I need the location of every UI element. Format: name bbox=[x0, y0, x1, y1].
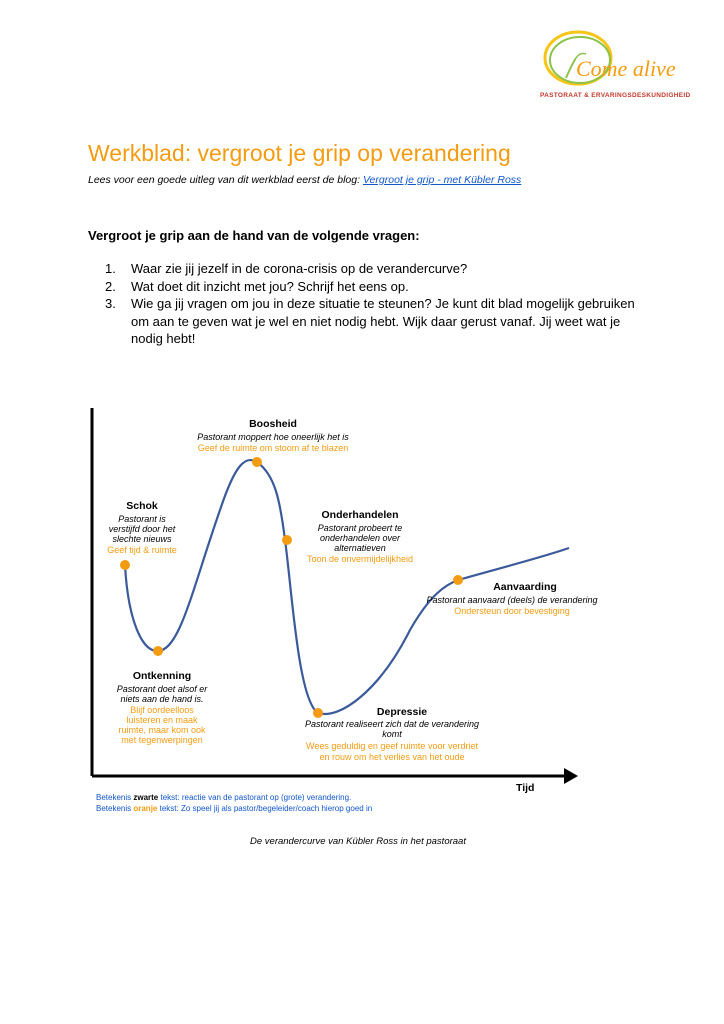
stage-reaction: Pastorant realiseert zich dat de verandering bbox=[304, 719, 480, 729]
stage-point-boosheid bbox=[252, 457, 262, 467]
stage-reaction: Pastorant moppert hoe oneerlijk het is bbox=[197, 432, 349, 442]
stage-title: Ontkenning bbox=[132, 670, 192, 682]
stage-advice: met tegenwerpingen bbox=[121, 735, 203, 745]
stage-boosheid bbox=[197, 418, 349, 453]
come-alive-logo bbox=[536, 28, 696, 104]
x-axis-label: Tijd bbox=[516, 782, 535, 794]
question-text: Wat doet dit inzicht met jou? Schrijf het eens op. bbox=[131, 278, 409, 294]
stage-reaction: slechte nieuws bbox=[112, 534, 172, 544]
stage-title: Onderhandelen bbox=[321, 509, 399, 521]
question-item bbox=[105, 260, 645, 278]
stage-reaction: Pastorant aanvaard (deels) de verandering bbox=[426, 595, 598, 605]
stage-ontkenning bbox=[117, 670, 209, 745]
stage-reaction: Pastorant probeert te bbox=[317, 523, 403, 533]
stage-reaction: Pastorant doet alsof er bbox=[116, 684, 208, 694]
stage-reaction: Pastorant is bbox=[118, 514, 166, 524]
legend-keyword-orange: oranje bbox=[133, 804, 158, 813]
stage-advice: Geef tijd & ruimte bbox=[107, 545, 177, 555]
question-item bbox=[105, 295, 645, 348]
stage-aanvaarding bbox=[426, 581, 597, 616]
logo-graphic bbox=[536, 28, 696, 94]
legend-suffix: tekst: Zo speel jij als pastor/begeleider/coach hierop goed in bbox=[157, 804, 373, 813]
legend-suffix: tekst: reactie van de pastorant op (grote) verandering. bbox=[158, 793, 352, 802]
stage-advice: luisteren en maak bbox=[126, 715, 198, 725]
page-title: Werkblad: vergroot je grip op verandering bbox=[88, 140, 511, 166]
stage-advice: Blijf oordeelloos bbox=[130, 705, 194, 715]
stage-advice: Toon de onvermijdelijkheid bbox=[306, 554, 414, 564]
stage-advice: Geef de ruimte om stoom af te blazen bbox=[197, 443, 349, 453]
stage-advice: Ondersteun door bevestiging bbox=[454, 606, 570, 616]
intro-prefix: Lees voor een goede uitleg van dit werkblad eerst de blog: bbox=[88, 174, 363, 186]
question-number: 2. bbox=[105, 278, 116, 294]
question-text: Waar zie jij jezelf in de corona-crisis op de verandercurve? bbox=[131, 261, 468, 276]
legend-prefix: Betekenis bbox=[96, 804, 134, 813]
legend-keyword-black: zwarte bbox=[133, 793, 159, 802]
blog-link[interactable]: Vergroot je grip - met Kübler Ross bbox=[362, 174, 522, 186]
stage-title: Depressie bbox=[376, 706, 428, 718]
stage-advice: ruimte, maar kom ook bbox=[118, 725, 206, 735]
question-number: 1. bbox=[105, 261, 116, 276]
logo-text: Come alive bbox=[576, 56, 676, 81]
stage-advice: Wees geduldig en geef ruimte voor verdriet bbox=[306, 741, 478, 751]
questions-heading: Vergroot je grip aan de hand van de volgende vragen: bbox=[88, 228, 420, 243]
figure-caption: De verandercurve van Kübler Ross in het pastoraat bbox=[250, 836, 466, 847]
intro-text bbox=[88, 174, 521, 186]
stage-advice: en rouw om het verlies van het oude bbox=[319, 752, 465, 762]
stage-title: Boosheid bbox=[249, 418, 297, 430]
question-text: Wie ga jij vragen om jou in deze situatie te steunen? Je kunt dit blad mogelijk gebruiken om aan te geven wat je wel en niet nodig hebt. Wijk daar gerust vanaf. Jij weet wat je nodig hebt! bbox=[131, 296, 635, 346]
stage-point-schok bbox=[120, 560, 130, 570]
color-legend bbox=[96, 792, 372, 814]
stage-title: Schok bbox=[126, 500, 158, 512]
x-axis-arrow bbox=[564, 768, 578, 784]
stage-reaction: alternatieven bbox=[334, 543, 386, 553]
stage-onderhandelen bbox=[307, 509, 413, 564]
legend-prefix: Betekenis bbox=[96, 793, 134, 802]
stage-reaction: onderhandelen over bbox=[319, 533, 401, 543]
stage-point-ontkenning bbox=[153, 646, 163, 656]
stage-reaction: komt bbox=[382, 729, 402, 739]
stage-point-depressie bbox=[313, 708, 323, 718]
question-number: 3. bbox=[105, 296, 116, 311]
stage-reaction: verstijfd door het bbox=[108, 524, 176, 534]
stage-point-onderhandelen bbox=[282, 535, 292, 545]
legend-line-black bbox=[96, 792, 372, 803]
stage-title: Aanvaarding bbox=[493, 581, 557, 593]
logo-tagline: PASTORAAT & ERVARINGSDESKUNDIGHEID bbox=[540, 92, 691, 99]
stage-point-aanvaarding bbox=[453, 575, 463, 585]
change-curve-diagram bbox=[80, 400, 600, 820]
legend-line-orange bbox=[96, 803, 372, 814]
question-item bbox=[105, 278, 645, 296]
question-list bbox=[105, 260, 645, 348]
stage-schok bbox=[107, 500, 177, 555]
stage-reaction: niets aan de hand is. bbox=[120, 694, 204, 704]
